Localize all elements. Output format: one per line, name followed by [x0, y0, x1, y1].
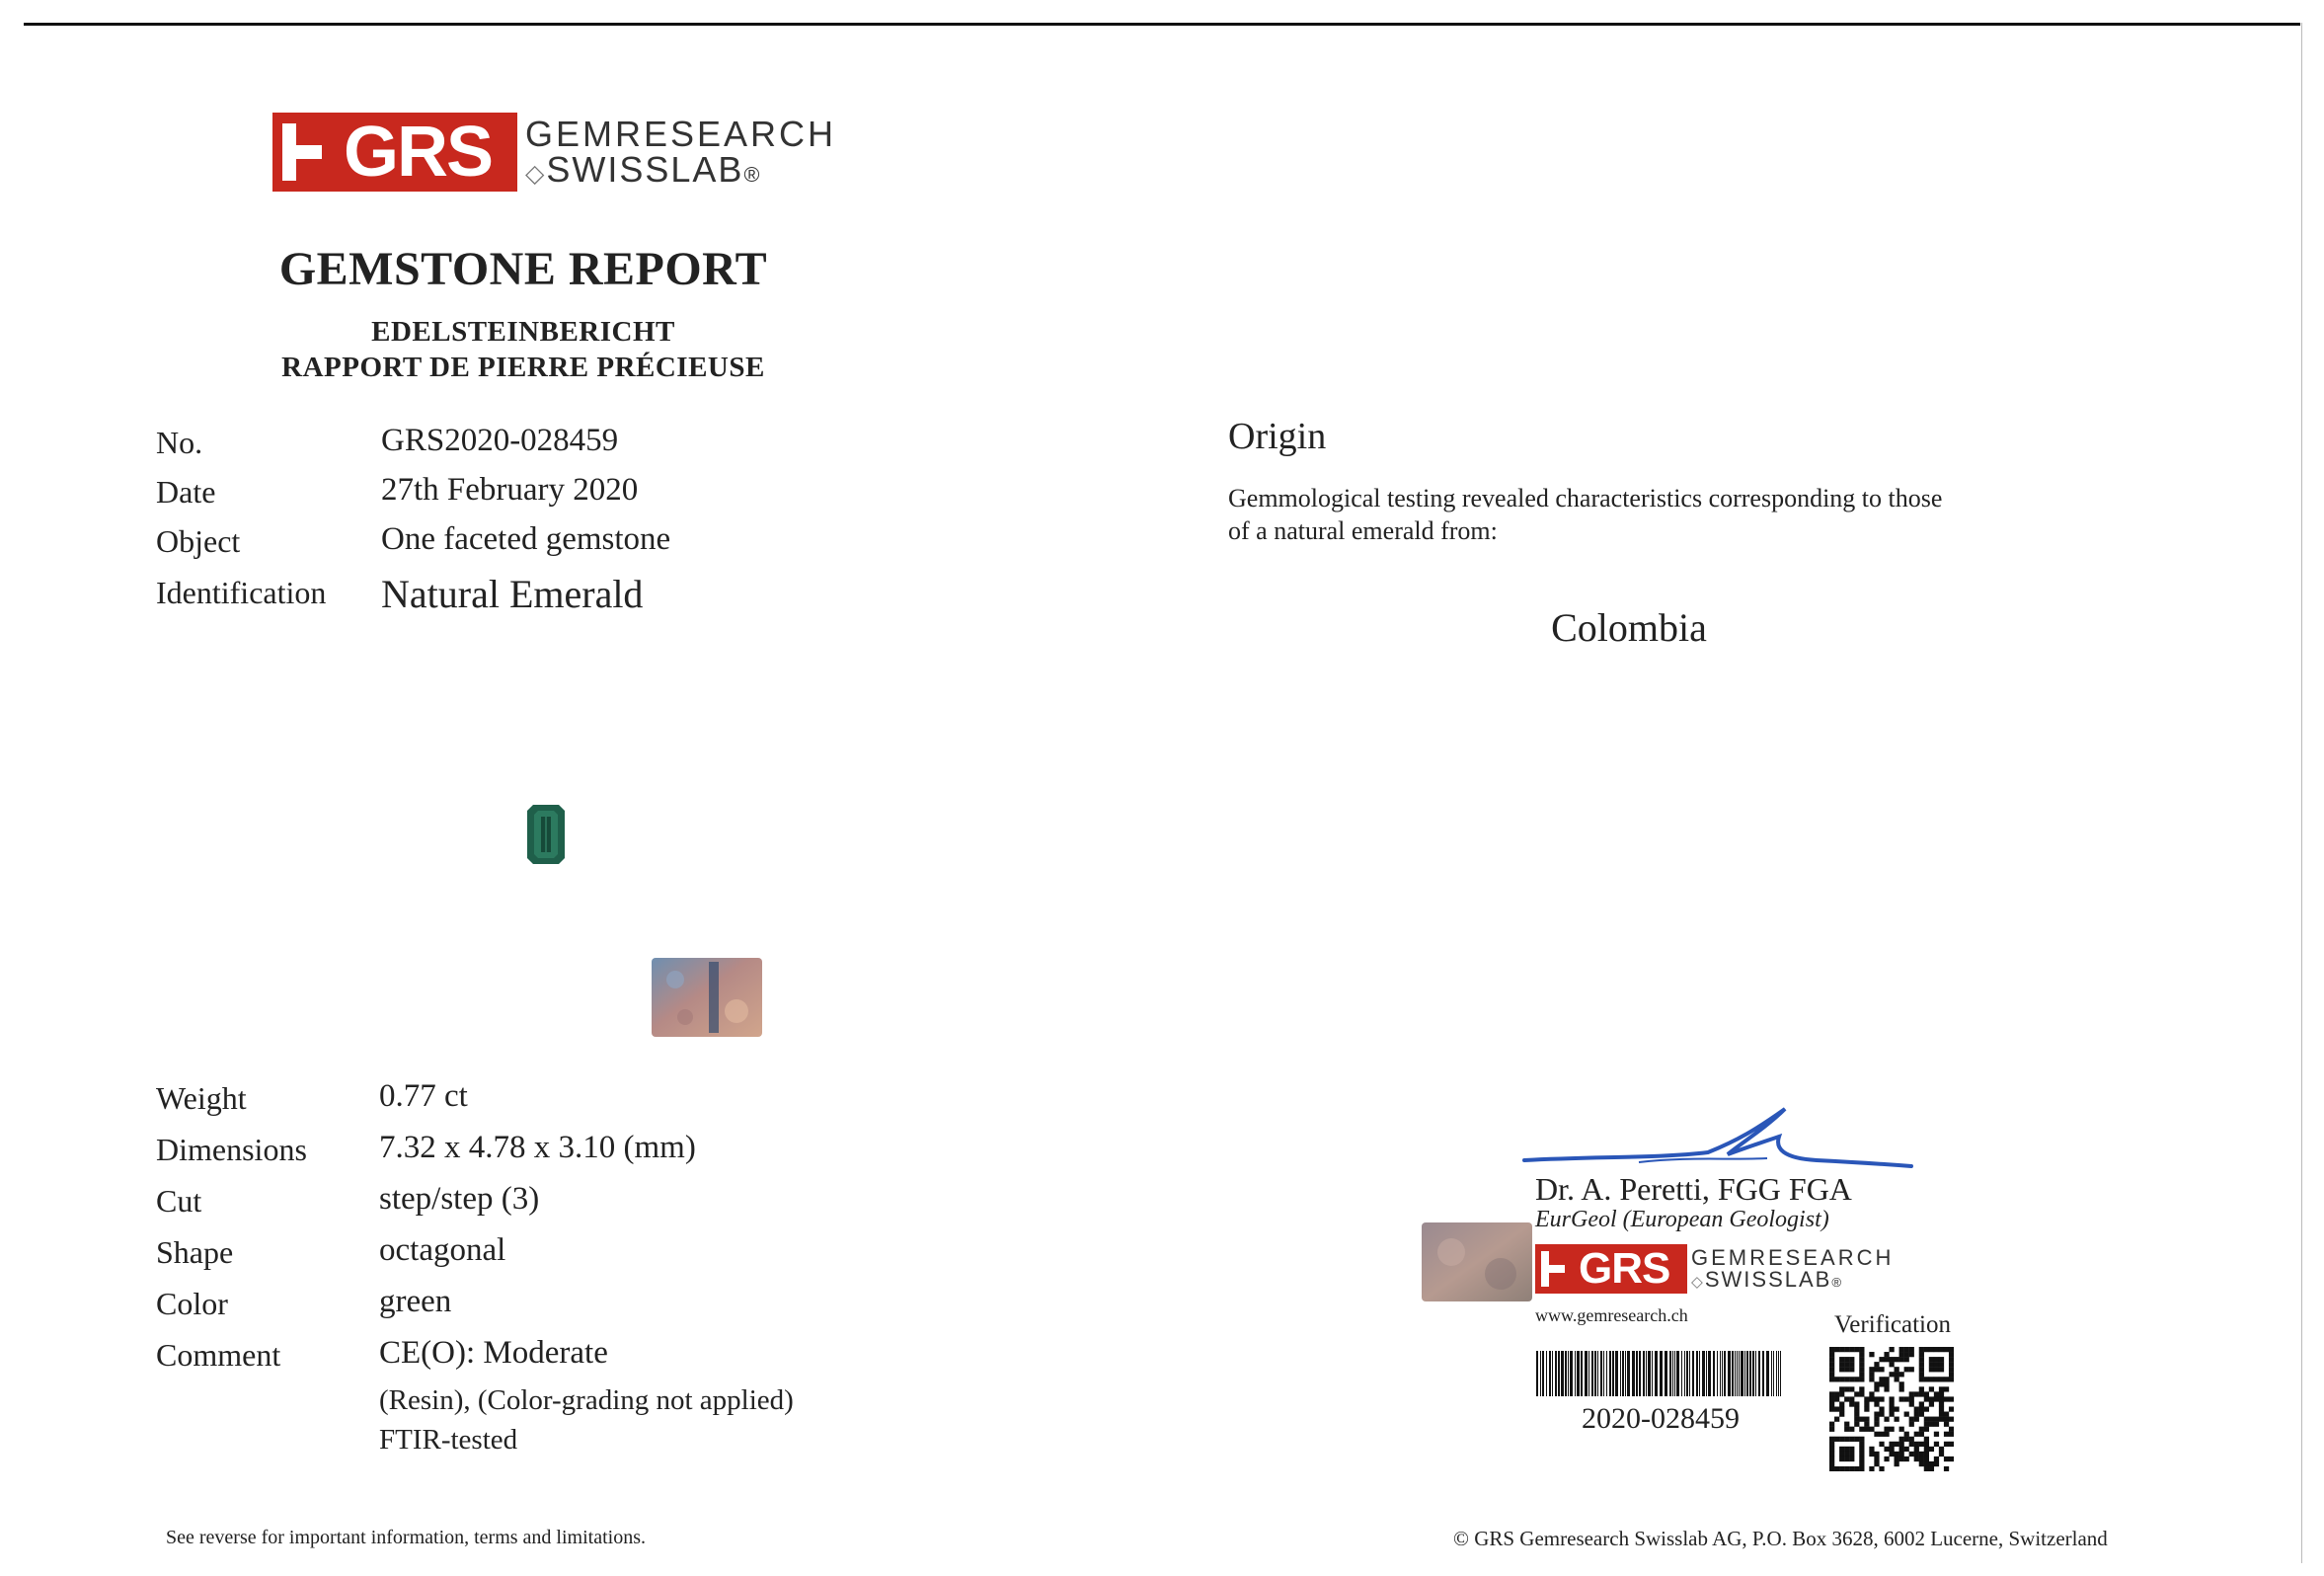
origin-country: Colombia: [1551, 605, 1707, 650]
detail-label-number: No.: [156, 425, 203, 460]
detail-value-identification: Natural Emerald: [381, 572, 644, 616]
logo-small-wordmark: [1691, 1247, 1894, 1291]
detail-value-date: 27th February 2020: [381, 472, 639, 508]
diamond-icon: ◇: [1691, 1274, 1705, 1291]
detail-label-date: Date: [156, 474, 216, 510]
footer-copyright: © GRS Gemresearch Swisslab AG, P.O. Box 3628, 6002 Lucerne, Switzerland: [1453, 1527, 2108, 1550]
prop-label-cut: Cut: [156, 1183, 202, 1219]
prop-label-comment: Comment: [156, 1337, 281, 1373]
footer-notice: See reverse for important information, terms and limitations.: [166, 1527, 646, 1548]
logo-small-line1: GEMRESEARCH: [1691, 1245, 1895, 1270]
diamond-icon: ◇: [525, 160, 547, 188]
logo-small-registered: ®: [1831, 1275, 1844, 1290]
prop-value-shape: octagonal: [379, 1232, 506, 1268]
signatory-name: Dr. A. Peretti, FGG FGA: [1535, 1171, 1852, 1207]
verification-label: Verification: [1834, 1311, 1952, 1338]
signatory-title: EurGeol (European Geologist): [1535, 1207, 1829, 1232]
emerald-image: [527, 805, 565, 864]
grs-logo-box: [272, 113, 517, 192]
top-border: [24, 23, 2300, 26]
prop-value-weight: 0.77 ct: [379, 1078, 468, 1114]
logo-small-line2: SWISSLAB: [1704, 1267, 1832, 1292]
logo-registered: ®: [743, 162, 762, 187]
hologram-seal: [652, 958, 762, 1037]
comment-extra-2: FTIR-tested: [379, 1424, 518, 1456]
qr-code[interactable]: [1829, 1347, 1954, 1471]
comment-extra-1: (Resin), (Color-grading not applied): [379, 1384, 794, 1416]
logo-line2: SWISSLAB: [546, 149, 744, 190]
right-border: [2301, 23, 2302, 1563]
logo-brand: GRS: [344, 113, 493, 192]
grs-logo: [272, 113, 836, 192]
swiss-cross-icon: [282, 123, 322, 181]
origin-text-line2: of a natural emerald from:: [1228, 516, 1498, 545]
prop-label-color: Color: [156, 1286, 228, 1321]
origin-text: [1228, 482, 2038, 547]
handwritten-signature: [1520, 1101, 1915, 1180]
origin-text-line1: Gemmological testing revealed characteristics corresponding to those: [1228, 484, 1943, 512]
origin-heading: Origin: [1228, 416, 1327, 457]
barcode-number: 2020-028459: [1582, 1402, 1740, 1435]
logo-small-brand: GRS: [1579, 1244, 1670, 1293]
logo-line1: GEMRESEARCH: [525, 114, 837, 154]
prop-value-color: green: [379, 1284, 452, 1319]
prop-value-comment: CE(O): Moderate: [379, 1335, 608, 1371]
detail-value-number: GRS2020-028459: [381, 423, 619, 458]
website-link[interactable]: www.gemresearch.ch: [1535, 1305, 1688, 1325]
prop-value-dimensions: 7.32 x 4.78 x 3.10 (mm): [379, 1130, 696, 1165]
detail-label-object: Object: [156, 523, 241, 559]
prop-label-weight: Weight: [156, 1080, 247, 1116]
report-subtitle-fr: RAPPORT DE PIERRE PRÉCIEUSE: [281, 352, 765, 383]
grs-logo-small-box: [1535, 1244, 1687, 1294]
logo-wordmark: [525, 114, 837, 190]
report-subtitle-de: EDELSTEINBERICHT: [371, 316, 675, 348]
barcode: [1536, 1351, 1785, 1396]
prop-label-dimensions: Dimensions: [156, 1132, 307, 1167]
detail-value-object: One faceted gemstone: [381, 521, 671, 557]
hologram-seal-2: [1422, 1222, 1532, 1301]
swiss-cross-icon: [1541, 1251, 1565, 1287]
grs-logo-small: [1535, 1244, 1894, 1294]
detail-label-identification: Identification: [156, 575, 327, 610]
prop-label-shape: Shape: [156, 1234, 234, 1270]
report-title: GEMSTONE REPORT: [278, 243, 768, 295]
prop-value-cut: step/step (3): [379, 1181, 540, 1217]
